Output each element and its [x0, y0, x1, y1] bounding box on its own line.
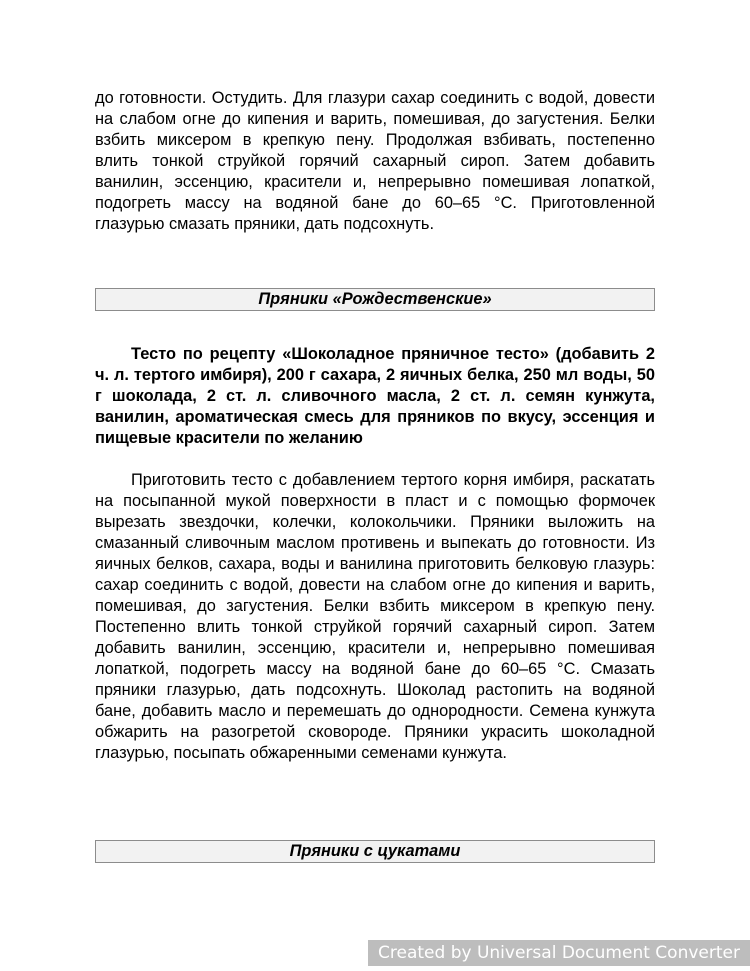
- converter-watermark: Created by Universal Document Converter: [368, 940, 750, 966]
- ingredients-paragraph: Тесто по рецепту «Шоколадное пряничное тесто» (добавить 2 ч. л. тертого имбиря), 200 г сахара, 2 яичных белка, 250 мл воды, 50 г шоколада, 2 ст. л. сливочного масла, 2 ст. л. семян кунжута, ванилин, ароматическая смесь для пряников по вкусу, эссенция и пищевые красители по желанию: [95, 345, 655, 447]
- recipe-title-rozhdestvenskie: Пряники «Рождественские»: [95, 288, 655, 311]
- intro-paragraph: до готовности. Остудить. Для глазури сахар соединить с водой, довести на слабом огне до кипения и варить, помешивая, до загустения. Белки взбить миксером в крепкую пену. Продолжая взбивать, постепенно влить тонкой струйкой горячий сахарный сироп. Затем добавить ванилин, эссенцию, красители и, непрерывно помешивая лопаткой, подогреть массу на водяной бане до 60–65 °С. Приготовленной глазурью смазать пряники, дать подсохнуть.: [95, 89, 655, 233]
- recipe-title-s-tsukatami: Пряники с цукатами: [95, 840, 655, 863]
- method-paragraph: Приготовить тесто с добавлением тертого корня имбиря, раскатать на посыпанной мукой поверхности в пласт и с помощью формочек вырезать звездочки, колечки, колокольчики. Пряники выложить на смазанный сливочным маслом противень и выпекать до готовности. Из яичных белков, сахара, воды и ванилина приготовить белковую глазурь: сахар соединить с водой, довести на слабом огне до кипения и варить, помешивая, до загустения. Белки взбить миксером в крепкую пену. Постепенно влить тонкой струйкой горячий сахарный сироп. Затем добавить ванилин, эссенцию, красители и, непрерывно помешивая лопаткой, подогреть массу на водяной бане до 60–65 °С. Смазать пряники глазурью, дать подсохнуть. Шоколад растопить на водяной бане, добавить масло и перемешать до однородности. Семена кунжута обжарить на разогретой сковороде. Пряники украсить шоколадной глазурью, посыпать обжаренными семенами кунжута.: [95, 471, 655, 762]
